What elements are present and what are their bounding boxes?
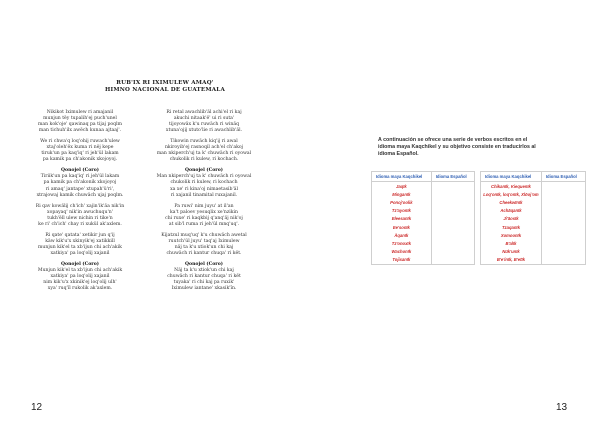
verbs-table-2 — [480, 171, 586, 265]
kaqchikel-verb: Jaqïk — [372, 182, 432, 191]
stanza-line: Ri retal awachlib'äl achi'el ri kaj — [166, 110, 242, 115]
kaqchikel-verb: Achäqanïk — [481, 207, 542, 215]
stanza-line: Nikikot Iximulew ri amajanil — [46, 110, 114, 115]
stanza-line: xatkiya' pa loq'olij xajanil — [50, 274, 110, 280]
instructions-line: idioma maya Kaqchikel y su objetivo consiste en traducirlos al — [378, 144, 536, 151]
spanish-answer-cell[interactable] — [541, 239, 585, 247]
spanish-answer-cell[interactable] — [431, 231, 474, 239]
stanza-line: nkiroyib'ej rasnoqil ach'el ch'akoj — [164, 145, 244, 151]
spanish-answer-cell[interactable] — [541, 198, 585, 206]
stanza-line: chi ruxe' ri kaqkbij q'anq'äj nik'oj — [165, 215, 243, 221]
table-row — [481, 239, 586, 247]
stanza-line: chukolik ri kulew, ri kochach. — [169, 157, 239, 163]
anthem-stanza — [148, 168, 260, 198]
stanza-line: Kijatzul muq'uq' k'u chuwäch awetal — [161, 232, 247, 238]
stanza-line: nim kik'u'x xkinik'ej loq'olij ulh' — [43, 280, 117, 286]
stanza-heading: Qonojel (Coro) — [61, 168, 99, 174]
kaqchikel-verb: Wachonïk — [372, 248, 432, 256]
table-row — [372, 248, 475, 256]
anthem-stanza — [148, 139, 260, 163]
stanza-line: Pa ruwi' nim juyu' at il'an — [174, 203, 234, 209]
verbs-table-1 — [371, 171, 475, 265]
stanza-line: man kok'oje' qawinaq pa tijaj poqlm — [38, 122, 122, 128]
stanza-line: xya' ruq'ïl rukolik ak'axlem. — [47, 286, 113, 292]
stanza-line: chuwäch ri kantur chuqa' ri kët. — [166, 250, 242, 256]
spanish-answer-cell[interactable] — [541, 207, 585, 215]
instructions-line: A continuación se ofrece una serie de verbos escritos en el — [378, 137, 528, 143]
stanza-heading: Qonojel (Coro) — [185, 261, 223, 267]
stanza-line: ri amaq' jantape' xtupah'ü'ri', — [45, 186, 115, 192]
kaqchikel-verb: Ji'äosïk — [481, 215, 542, 223]
header-spanish: Idioma Español — [431, 172, 474, 182]
spanish-answer-cell[interactable] — [431, 207, 474, 215]
spanish-answer-cell[interactable] — [431, 190, 474, 198]
stanza-line: munjun kik'el ta xb'ijun chi ach'akik — [38, 244, 122, 250]
table-row — [372, 256, 475, 265]
stanza-line: ka't paloev yesuqlix xe'nzikin — [170, 209, 238, 215]
spanish-answer-cell[interactable] — [541, 182, 585, 191]
table-row — [481, 256, 586, 265]
kaqchikel-verb: Xomoonïk — [481, 231, 542, 239]
stanza-heading: Qonojel (Coro) — [61, 261, 99, 267]
stanza-line: ri xajanil tinamital ruxajanil. — [170, 192, 238, 198]
stanza-line: We ri chwa'q loq'ohij ruwach'ulew — [40, 139, 120, 145]
anthem-stanza — [24, 204, 136, 228]
kaqchikel-verb: Tzaqanïk — [481, 223, 542, 231]
anthem-stanza — [24, 262, 136, 292]
anthem-column-right — [148, 110, 260, 297]
stanza-line: Ri qate' qatata' xetikir jun q'ij — [45, 232, 115, 238]
kaqchikel-verb: Loq'onïk, loq'onïk, Xlöoj'om — [481, 190, 542, 198]
stanza-line: Näj ta k'u xtiok'un chi kaj — [174, 268, 234, 274]
kaqchikel-verb: Tz'onoxïk — [372, 239, 432, 247]
table-row — [372, 207, 475, 215]
stanza-line: Tikowin ruwäch kiq'ij ri awal — [170, 139, 238, 145]
spanish-answer-cell[interactable] — [431, 215, 474, 223]
stanza-line: näj ta k'u xtiok'un chi kaj — [174, 244, 234, 250]
stanza-line: Ri qav kowälij ch'ich' xajin'ik'äa nik'in — [35, 203, 125, 209]
table-row — [481, 182, 586, 191]
anthem-title-spanish: HIMNO NACIONAL DE GUATEMALA — [105, 87, 225, 93]
kaqchikel-verb: Minganïk — [372, 190, 432, 198]
anthem-stanza — [24, 139, 136, 163]
table-row — [481, 207, 586, 215]
anthem-stanza — [148, 233, 260, 257]
spanish-answer-cell[interactable] — [431, 198, 474, 206]
stanza-line: Tiriik'un pa kaq'iq' ri jeh'ül lakam — [40, 174, 120, 180]
stanza-line: xtuna'ojij xtuto'lie ri awachlib'äl. — [165, 128, 243, 134]
kaqchikel-verb: Ponoj'oolik — [372, 198, 432, 206]
page-number-right: 13 — [556, 402, 568, 413]
table-row — [372, 215, 475, 223]
kaqchikel-verb: Ee'sonïk — [372, 223, 432, 231]
kaqchikel-verb: Eleesanïk — [372, 215, 432, 223]
spanish-answer-cell[interactable] — [541, 231, 585, 239]
kaqchikel-verb: Cheekwïnïk — [481, 198, 542, 206]
header-kaqchikel: Idioma maya Kaqchikel — [481, 172, 542, 182]
stanza-heading: Qonojel (Coro) — [185, 168, 223, 174]
stanza-line: xatkiya' pa loq'olij xajanil — [50, 250, 110, 256]
table-row — [372, 190, 475, 198]
kaqchikel-verb: B'alïk — [481, 239, 542, 247]
stanza-line: tiruk'un pa kaq'iq' ri jeh'ül lakam — [41, 151, 119, 157]
spanish-answer-cell[interactable] — [541, 248, 585, 256]
header-spanish: Idioma Español — [541, 172, 585, 182]
exercise-instructions — [378, 137, 558, 159]
stanza-line: at sib'l ruma ri jeh'ül mnq'uq'. — [168, 221, 240, 227]
stanza-line: ruutch'ül juyu' taq'aj Iximulew — [168, 238, 240, 244]
table-row — [372, 231, 475, 239]
anthem-column-left — [24, 110, 136, 297]
table-row — [372, 239, 475, 247]
instructions-line: idioma Español. — [378, 151, 419, 158]
stanza-line: xa xe' ri kina'oj nimaetasib'äl — [170, 186, 238, 192]
stanza-line: ke ri' ch'ich' chay ri xukül ak'axlem. — [38, 221, 122, 227]
spanish-answer-cell[interactable] — [431, 256, 474, 265]
stanza-line: tukh'ëll ulew nichin ri tike'n — [47, 215, 113, 221]
stanza-line: chukolik ri kulew, ri kochach — [170, 180, 238, 186]
stanza-line: akuchi nitaak'ë' ui ri suta' — [173, 116, 235, 122]
anthem-title-kaqchikel: RUB'IX RI IXIMULEW AMAQ' — [116, 80, 214, 86]
kaqchikel-verb: Chikanïk, Kiequenïk — [481, 182, 542, 191]
stanza-line: man nkiperch'uj ta k' chuwäch ri oyowal — [156, 151, 252, 157]
anthem-stanza — [24, 233, 136, 257]
kaqchikel-verb: Äqanïk — [372, 231, 432, 239]
stanza-line: käw kik'u'x xkinyik'ej xatikkill — [45, 238, 115, 244]
spanish-answer-cell[interactable] — [541, 190, 585, 198]
table-row — [481, 190, 586, 198]
anthem-stanza — [24, 168, 136, 198]
header-kaqchikel: Idioma maya Kaqchikel — [372, 172, 432, 182]
stanza-line: Iximulew iantane' xkasik'în. — [171, 286, 237, 292]
stanza-line: Man nkiperch'uj ta k' chuwäch ri oyowal — [156, 174, 252, 180]
stanza-line: chuwäch ri kantur chuqa' ri kët — [167, 274, 241, 280]
kaqchikel-verb: B'e'inïk, B'etïk — [481, 256, 542, 265]
spanish-answer-cell[interactable] — [541, 223, 585, 231]
stanza-line: xtrajowaj kamik chuwäch ujaj poqlm. — [36, 192, 124, 198]
spanish-answer-cell[interactable] — [431, 248, 474, 256]
table-row — [372, 198, 475, 206]
stanza-line: Munjun kik'el ta xb'ijun chi ach'akik — [37, 268, 123, 274]
anthem-stanza — [148, 110, 260, 134]
stanza-line: pa kamik pa ch'akonik xkojoyoj — [43, 180, 117, 186]
spanish-answer-cell[interactable] — [431, 239, 474, 247]
stanza-line: xtaj'oleh'ëx kuma ri nëj kepe — [46, 145, 114, 151]
spanish-answer-cell[interactable] — [541, 215, 585, 223]
kaqchikel-verb: Tojixanïk — [372, 256, 432, 265]
anthem-stanza — [148, 204, 260, 228]
stanza-line: tuyaka' ri chi kaj pa ruxik' — [173, 280, 235, 286]
anthem-stanza — [24, 110, 136, 134]
stanza-line: munjun tëy tupalih'ej puch'unel — [43, 116, 117, 122]
kaqchikel-verb: Tz'ayonïk — [372, 207, 432, 215]
spanish-answer-cell[interactable] — [431, 182, 474, 191]
table-row — [481, 231, 586, 239]
anthem-title — [60, 80, 270, 94]
spanish-answer-cell[interactable] — [431, 223, 474, 231]
stanza-line: pa kamik pa ch'akonik xkojoyoj. — [42, 157, 118, 163]
kaqchikel-verb: Nük'unïk — [481, 248, 542, 256]
stanza-line: xopayaq' nik'in awuchuqu'n' — [47, 209, 113, 215]
spanish-answer-cell[interactable] — [541, 256, 585, 265]
table-row — [372, 223, 475, 231]
table-row — [481, 215, 586, 223]
page-number-left: 12 — [31, 402, 43, 413]
table-row — [372, 182, 475, 191]
anthem-stanza — [148, 262, 260, 292]
table-row — [481, 248, 586, 256]
stanza-line: man tichuh'ilx awëch kunaa ajtaaj'. — [38, 128, 122, 134]
table-row — [481, 223, 586, 231]
table-row — [481, 198, 586, 206]
stanza-line: tijoyowäx k'u ruwäch ri winäq — [168, 122, 240, 128]
